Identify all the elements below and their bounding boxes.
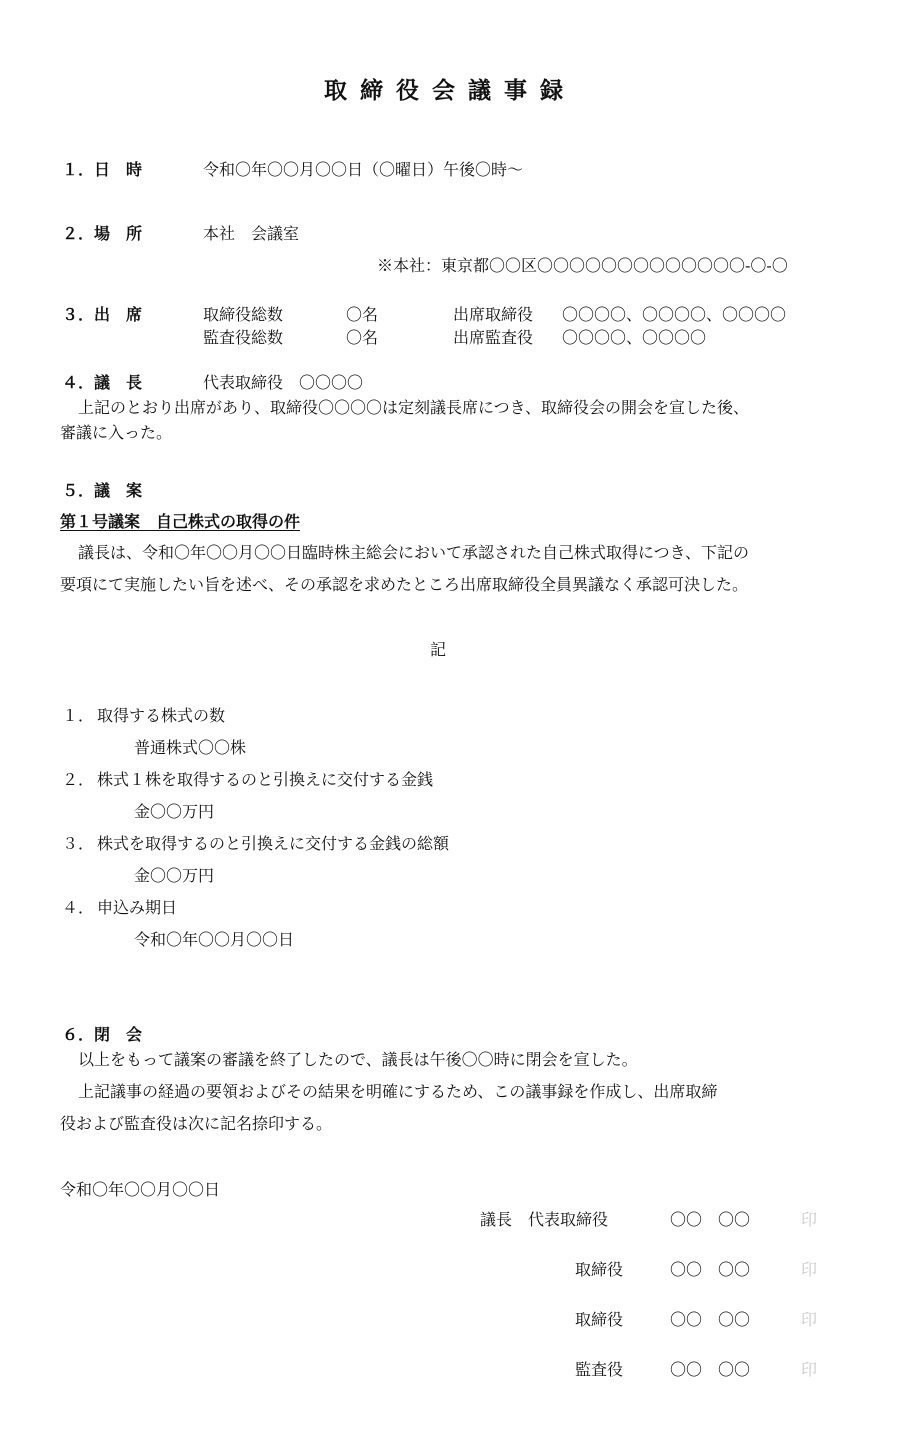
item-number: １． [62,706,95,725]
address-note: ※本社：東京都〇〇区〇〇〇〇〇〇〇〇〇〇〇〇〇-〇-〇 [377,256,788,275]
agenda-title: 第１号議案 自己株式の取得の件 [60,512,301,531]
seal-mark: 印 [801,1210,818,1229]
seal-mark: 印 [801,1260,818,1279]
item-number: ３． [62,834,95,853]
meeting-datetime: 令和〇年〇〇月〇〇日（〇曜日）午後〇時～ [203,160,524,179]
directors-total-count: 〇名 [346,305,379,324]
chairperson: 代表取締役 〇〇〇〇 [203,373,364,392]
attending-auditors-label: 出席監査役 [453,328,534,347]
attending-directors-names: 〇〇〇〇、〇〇〇〇、〇〇〇〇 [562,305,787,324]
closing-paragraph-line-3: 役および監査役は次に記名捺印する。 [60,1114,333,1133]
auditors-total-count: 〇名 [346,328,379,347]
closing-paragraph-line-2: 上記議事の経過の要領およびその結果を明確にするため、この議事録を作成し、出席取締 [78,1082,718,1101]
document-title: 取締役会議事録 [324,77,576,104]
section-6-label: ６．閉 会 [62,1025,143,1044]
seal-mark: 印 [801,1360,818,1379]
closing-paragraph-line-1: 以上をもって議案の審議を終了したので、議長は午後〇〇時に閉会を宣した。 [78,1050,638,1069]
item-value: 金〇〇万円 [134,866,215,885]
section-2-label: ２．場 所 [62,224,143,243]
item-label: 申込み期日 [97,898,178,917]
section-4-paragraph-line-1: 上記のとおり出席があり、取締役〇〇〇〇は定刻議長席につき、取締役会の開会を宣した後、 [78,398,750,417]
agenda-paragraph-line-2: 要項にて実施したい旨を述べ、その承認を求めたところ出席取締役全員異議なく承認可決した。 [60,575,749,594]
directors-total-label: 取締役総数 [203,305,284,324]
item-value: 金〇〇万円 [134,802,215,821]
signature-name: 〇〇 〇〇 [670,1260,751,1279]
item-label: 株式を取得するのと引換えに交付する金銭の総額 [97,834,450,853]
signature-role: 取締役 [575,1310,624,1329]
section-4-label: ４．議 長 [62,373,143,392]
auditors-total-label: 監査役総数 [203,328,284,347]
section-1-label: １．日 時 [62,160,143,179]
seal-mark: 印 [801,1310,818,1329]
attending-auditors-names: 〇〇〇〇、〇〇〇〇 [562,328,707,347]
section-3-label: ３．出 席 [62,305,143,324]
meeting-place: 本社 会議室 [203,224,300,243]
signature-name: 〇〇 〇〇 [670,1360,751,1379]
ki-heading: 記 [430,640,447,659]
item-value: 普通株式〇〇株 [134,738,247,757]
signature-name: 〇〇 〇〇 [670,1310,751,1329]
item-value: 令和〇年〇〇月〇〇日 [134,930,295,949]
item-label: 株式１株を取得するのと引換えに交付する金銭 [97,770,434,789]
signature-role: 監査役 [575,1360,624,1379]
signature-name: 〇〇 〇〇 [670,1210,751,1229]
signature-role: 議長 代表取締役 [480,1210,609,1229]
item-label: 取得する株式の数 [97,706,226,725]
item-number: ２． [62,770,95,789]
item-number: ４． [62,898,95,917]
agenda-paragraph-line-1: 議長は、令和〇年〇〇月〇〇日臨時株主総会において承認された自己株式取得につき、下記の [78,543,750,562]
section-4-paragraph-line-2: 審議に入った。 [60,423,173,442]
attending-directors-label: 出席取締役 [453,305,534,324]
signature-role: 取締役 [575,1260,624,1279]
minutes-date: 令和〇年〇〇月〇〇日 [60,1180,221,1199]
section-5-label: ５．議 案 [62,481,143,500]
